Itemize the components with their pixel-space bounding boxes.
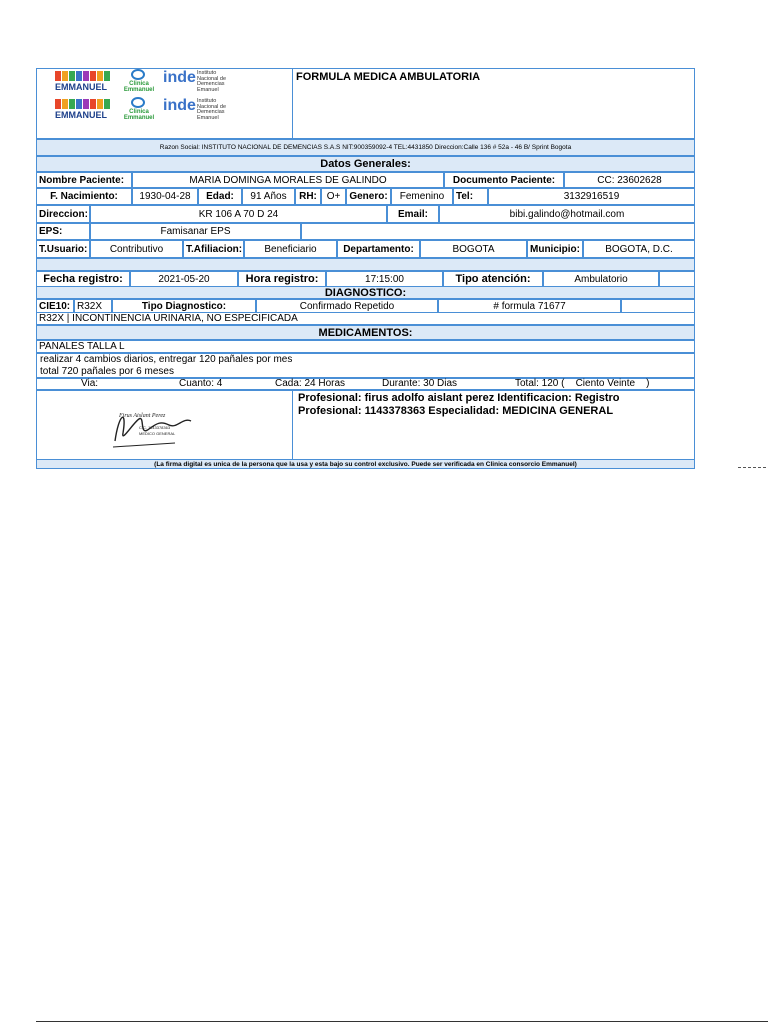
indicacion-line-1: realizar 4 cambios diarios, entregar 120 pañales por mes [40, 354, 293, 365]
dashed-mark [738, 467, 766, 468]
cie10-label: CIE10: [36, 299, 74, 313]
durante: Durante: 30 Dias [382, 378, 458, 389]
municipio-value: BOGOTA, D.C. [583, 240, 695, 258]
medicamentos-heading: MEDICAMENTOS: [36, 325, 695, 340]
tel-value: 3132916519 [488, 188, 695, 205]
tafiliacion-value: Beneficiario [244, 240, 337, 258]
eps-blank [301, 223, 695, 240]
diagnostico-heading: DIAGNOSTICO: [36, 286, 695, 299]
indicacion-line-2: total 720 pañales por 6 meses [40, 366, 174, 377]
nombre-value: MARIA DOMINGA MORALES DE GALINDO [132, 172, 444, 188]
via: Via: [81, 378, 99, 389]
inde-name-2: Instituto Nacional de Demencias Emanuel [197, 98, 227, 121]
svg-text:Firus Aislant Perez: Firus Aislant Perez [119, 413, 166, 419]
fecha-registro-label: Fecha registro: [36, 271, 130, 287]
header-logo-box [36, 68, 293, 139]
direccion-label: Direccion: [36, 205, 90, 223]
tel-label: Tel: [453, 188, 488, 205]
rh-label: RH: [295, 188, 321, 205]
emmanuel-logo: EMMANUEL [55, 71, 115, 95]
diagnostico-descripcion: R32X | INCONTINENCIA URINARIA, NO ESPECIFICADA [36, 312, 695, 325]
tusuario-label: T.Usuario: [36, 240, 90, 258]
rh-value: O+ [321, 188, 346, 205]
departamento-value: BOGOTA [420, 240, 527, 258]
diagnostico-blank [621, 299, 695, 313]
documento-label: Documento Paciente: [444, 172, 564, 188]
razon-social: Razon Social: INSTITUTO NACIONAL DE DEMENCIAS S.A.S NIT:900359092-4 TEL:4431850 Direccion:Calle 136 # 52a - 46 B/ Sprint Bogota [36, 139, 695, 156]
genero-value: Femenino [391, 188, 453, 205]
registro-blank [659, 271, 695, 287]
tipo-diagnostico-label: Tipo Diagnostico: [112, 299, 256, 313]
total: Total: 120 ( Ciento Veinte ) [515, 378, 650, 389]
cada: Cada: 24 Horas [275, 378, 346, 389]
hora-registro-value: 17:15:00 [326, 271, 443, 287]
eps-label: EPS: [36, 223, 90, 240]
signature-image [109, 403, 229, 453]
email-label: Email: [387, 205, 439, 223]
nacimiento-value: 1930-04-28 [132, 188, 198, 205]
emmanuel-logo-2: EMMANUEL [55, 99, 115, 123]
municipio-label: Municipio: [527, 240, 583, 258]
svg-text:C.C. 1143378363: C.C. 1143378363 [139, 425, 171, 430]
clinica-emblem-icon [131, 97, 145, 108]
tipo-diagnostico-value: Confirmado Repetido [256, 299, 438, 313]
fecha-registro-value: 2021-05-20 [130, 271, 238, 287]
hora-registro-label: Hora registro: [238, 271, 326, 287]
email-value: bibi.galindo@hotmail.com [439, 205, 695, 223]
documento-value: CC: 23602628 [564, 172, 695, 188]
clinica-logo: Clinica Emmanuel [119, 69, 159, 95]
datos-generales-heading: Datos Generales: [36, 156, 695, 172]
nacimiento-label: F. Nacimiento: [36, 188, 132, 205]
clinica-emblem-icon [131, 69, 145, 80]
signature-box [36, 390, 293, 460]
direccion-value: KR 106 A 70 D 24 [90, 205, 387, 223]
genero-label: Genero: [346, 188, 391, 205]
tafiliacion-label: T.Afiliacion: [183, 240, 244, 258]
eps-value: Famisanar EPS [90, 223, 301, 240]
cie10-value: R32X [74, 299, 112, 313]
dosis-row [36, 378, 695, 390]
edad-label: Edad: [198, 188, 242, 205]
profesional-info [293, 390, 695, 460]
inde-logo: inde [163, 69, 196, 86]
page-bottom-line [36, 1021, 768, 1022]
svg-text:MEDICO GENERAL: MEDICO GENERAL [139, 431, 176, 436]
profesional-line-1: Profesional: firus adolfo aislant perez Identificacion: Registro [298, 392, 620, 404]
edad-value: 91 Años [242, 188, 295, 205]
medicamento-indicaciones [36, 353, 695, 378]
firma-nota: (La firma digital es unica de la persona que la usa y esta bajo su control exclusivo. Puede ser verificada en Clinica consorcio Emmanuel) [36, 459, 695, 469]
formula-number: # formula 71677 [438, 299, 621, 313]
medicamento-nombre: PANALES TALLA L [36, 340, 695, 353]
cuanto: Cuanto: 4 [179, 378, 223, 389]
tipo-atencion-value: Ambulatorio [543, 271, 659, 287]
spacer-row [36, 258, 695, 271]
inde-logo-2: inde [163, 97, 196, 114]
document-title: FORMULA MEDICA AMBULATORIA [293, 68, 695, 139]
tusuario-value: Contributivo [90, 240, 183, 258]
tipo-atencion-label: Tipo atención: [443, 271, 543, 287]
nombre-label: Nombre Paciente: [36, 172, 132, 188]
profesional-line-2: Profesional: 1143378363 Especialidad: MEDICINA GENERAL [298, 405, 614, 417]
inde-name: Instituto Nacional de Demencias Emanuel [197, 70, 227, 93]
clinica-logo-2: Clinica Emmanuel [119, 97, 159, 123]
departamento-label: Departamento: [337, 240, 420, 258]
